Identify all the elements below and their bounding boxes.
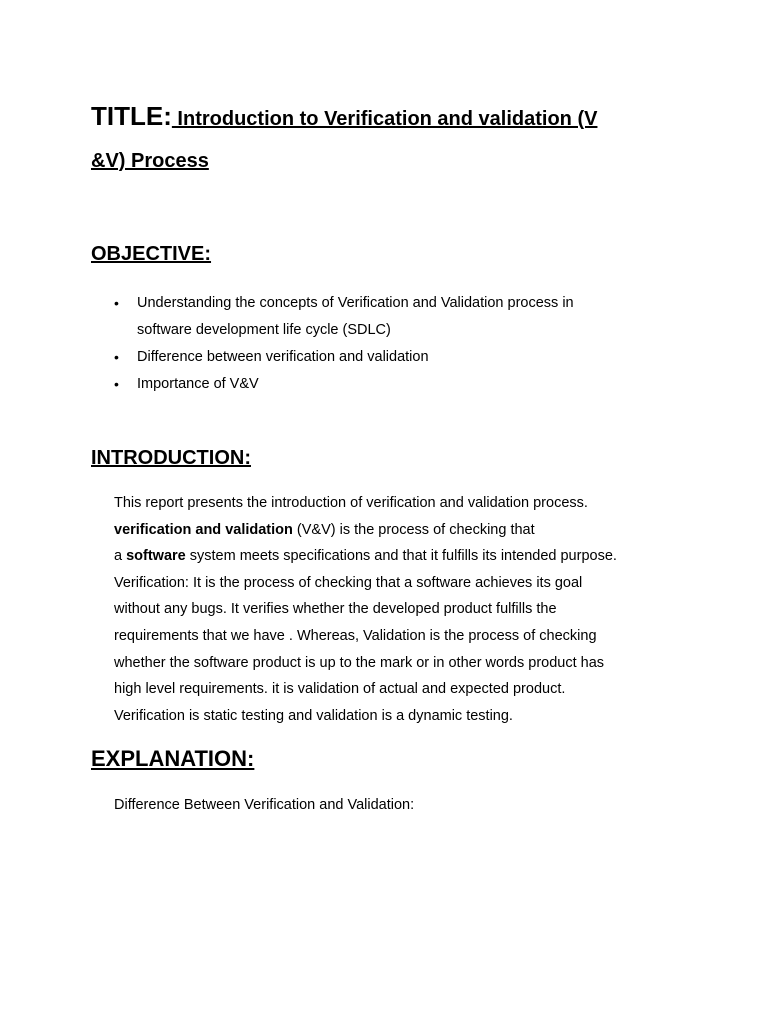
bullet-icon: • (114, 376, 119, 392)
list-item (112, 290, 672, 344)
objective-item-3: Importance of V&V (137, 376, 259, 392)
list-item (112, 371, 672, 398)
objective-item-2: Difference between verification and validation (137, 349, 429, 365)
intro-line-1: This report presents the introduction of verification and validation process. (114, 495, 588, 511)
objective-item-1-line2: software development life cycle (SDLC) (137, 322, 391, 338)
intro-line-4: Verification: It is the process of checking that a software achieves its goal (114, 574, 583, 591)
title-text-line2: &V) Process (91, 150, 209, 172)
bullet-icon: • (114, 295, 119, 311)
intro-line-3-pre: a (114, 548, 127, 565)
intro-line-3-rest: system meets specifications and that it fulfills its intended purpose. (185, 548, 617, 565)
title-label: TITLE: (91, 101, 172, 131)
introduction-heading: INTRODUCTION: (91, 447, 251, 469)
intro-line-8: high level requirements. it is validation of actual and expected product. (114, 681, 566, 698)
intro-line-5: without any bugs. It verifies whether the developed product fulfills the (114, 601, 557, 618)
list-item (112, 344, 672, 371)
intro-bold-term: verification and validation (114, 521, 293, 538)
intro-line-2 (114, 517, 714, 544)
title-text-line1: Introduction to Verification and validation (V (171, 108, 598, 130)
intro-bold-software: software (126, 548, 186, 565)
objective-heading: OBJECTIVE: (91, 243, 212, 265)
explanation-subtitle: Difference Between Verification and Validation: (114, 797, 415, 813)
explanation-heading: EXPLANATION: (91, 746, 255, 771)
document-title (91, 96, 731, 183)
intro-line-9: Verification is static testing and validation is a dynamic testing. (114, 707, 513, 724)
intro-line-2-rest: (V&V) is the process of checking that (292, 521, 535, 538)
introduction-paragraph (114, 490, 714, 729)
bullet-icon: • (114, 349, 119, 365)
intro-line-3 (114, 543, 714, 570)
objective-item-1-line1: Understanding the concepts of Verification and Validation process in (137, 295, 574, 311)
objective-list (112, 290, 672, 398)
intro-line-7: whether the software product is up to the mark or in other words product has (114, 654, 605, 671)
intro-line-6: requirements that we have . Whereas, Validation is the process of checking (114, 627, 597, 644)
